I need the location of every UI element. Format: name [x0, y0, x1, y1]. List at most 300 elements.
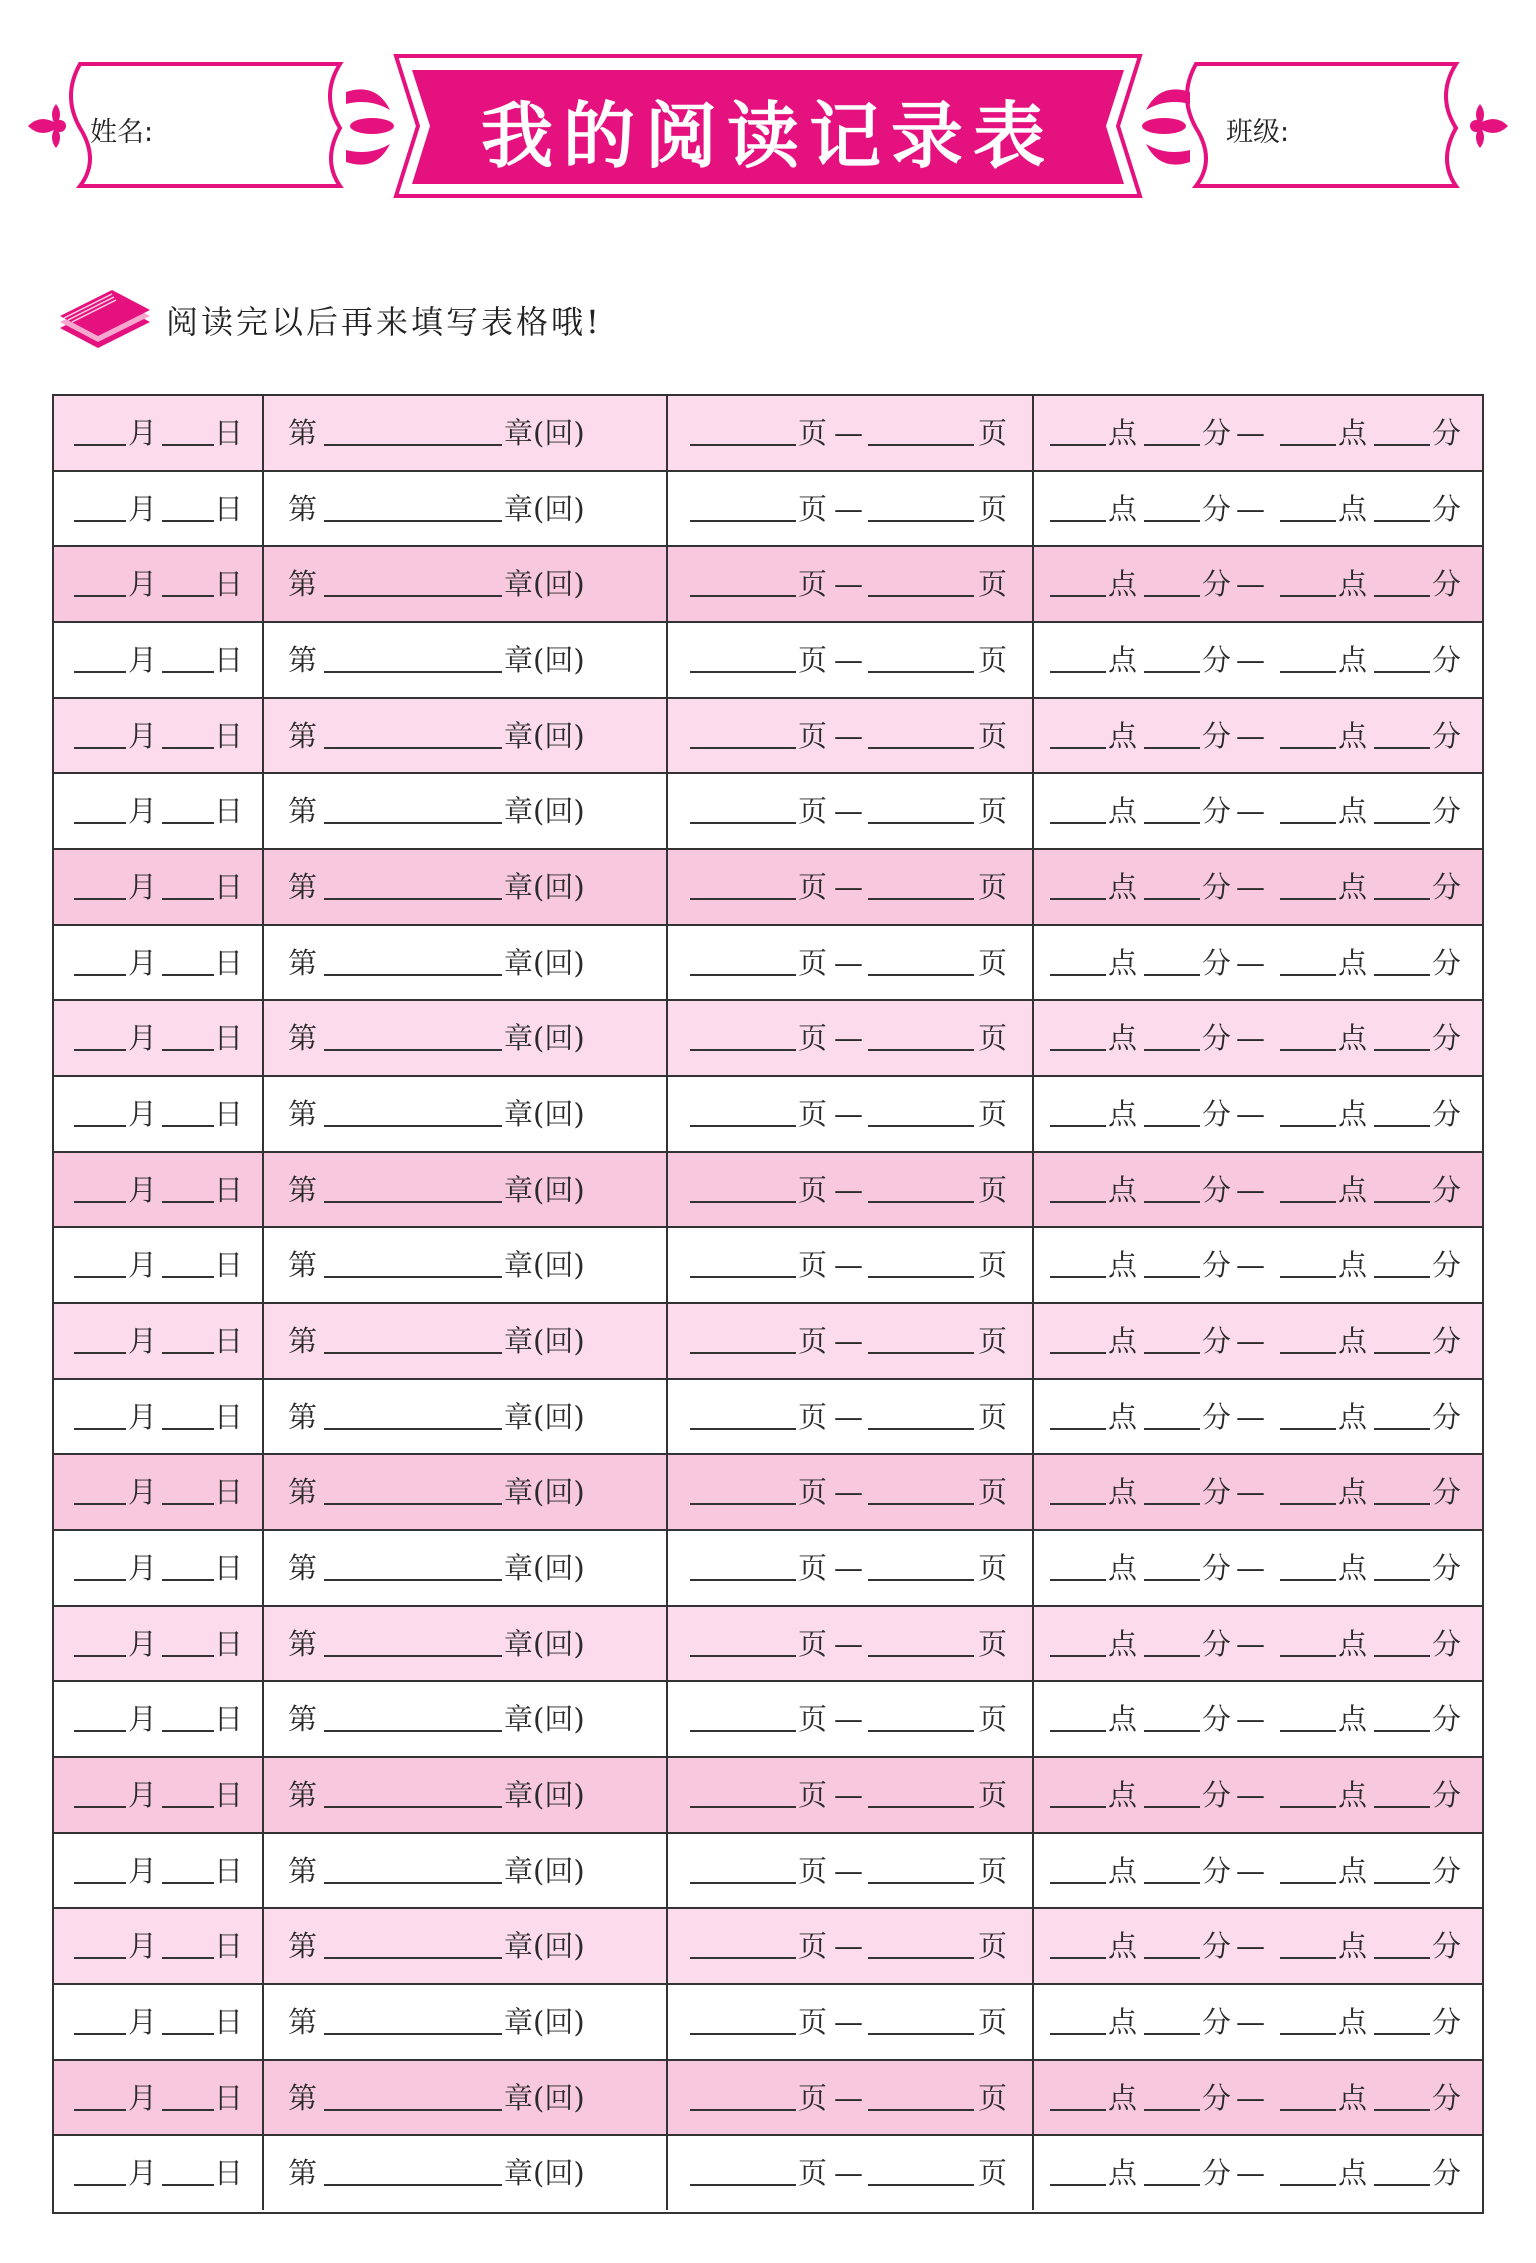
end-hour-blank[interactable]: [1280, 1352, 1336, 1354]
minute-label: 分: [1432, 416, 1462, 450]
start-hour-blank[interactable]: [1050, 1428, 1106, 1430]
start-page-blank[interactable]: [690, 1276, 796, 1278]
minute-label: 分: [1202, 1929, 1232, 1964]
month-blank[interactable]: [74, 671, 126, 673]
end-minute-blank[interactable]: [1374, 1957, 1430, 1959]
start-page-blank[interactable]: [690, 1125, 796, 1127]
month-blank[interactable]: [74, 822, 126, 824]
month-blank[interactable]: [74, 1882, 126, 1884]
table-row: [54, 1834, 1482, 1910]
chapter-blank[interactable]: [324, 1655, 502, 1657]
dash-label: —: [1236, 2080, 1265, 2115]
page-range-cell: [668, 547, 1034, 621]
start-hour-blank[interactable]: [1050, 1276, 1106, 1278]
month-blank[interactable]: [74, 1352, 126, 1354]
start-page-blank[interactable]: [690, 1882, 796, 1884]
day-blank[interactable]: [162, 1428, 214, 1430]
table-row: [54, 396, 1482, 472]
day-blank[interactable]: [162, 822, 214, 824]
month-blank[interactable]: [74, 1428, 126, 1430]
month-label: 月: [128, 1475, 158, 1510]
start-hour-blank[interactable]: [1050, 1125, 1106, 1127]
start-hour-blank[interactable]: [1050, 1806, 1106, 1808]
end-hour-blank[interactable]: [1280, 1579, 1336, 1581]
end-hour-blank[interactable]: [1280, 2109, 1336, 2111]
chapter-blank[interactable]: [324, 595, 502, 597]
start-hour-blank[interactable]: [1050, 595, 1106, 597]
month-blank[interactable]: [74, 595, 126, 597]
day-blank[interactable]: [162, 747, 214, 749]
end-hour-blank[interactable]: [1280, 1201, 1336, 1203]
month-blank[interactable]: [74, 1201, 126, 1203]
start-minute-blank[interactable]: [1144, 595, 1200, 597]
page-label: 页: [978, 1399, 1008, 1434]
day-blank[interactable]: [162, 898, 214, 900]
end-hour-blank[interactable]: [1280, 520, 1336, 522]
day-blank[interactable]: [162, 1352, 214, 1354]
date-cell: [54, 774, 264, 848]
chapter-blank[interactable]: [324, 671, 502, 673]
start-hour-blank[interactable]: [1050, 1579, 1106, 1581]
end-minute-blank[interactable]: [1374, 1049, 1430, 1051]
start-minute-blank[interactable]: [1144, 1049, 1200, 1051]
page-range-cell: [668, 1077, 1034, 1151]
start-hour-blank[interactable]: [1050, 974, 1106, 976]
day-label: 日: [214, 1399, 244, 1434]
minute-label: 分: [1202, 945, 1232, 980]
month-blank[interactable]: [74, 1806, 126, 1808]
end-hour-blank[interactable]: [1280, 2184, 1336, 2186]
end-hour-blank[interactable]: [1280, 1957, 1336, 1959]
chapter-prefix-label: 第: [288, 1324, 318, 1358]
day-label: 日: [214, 1172, 244, 1207]
dash-label: —: [834, 491, 863, 526]
hour-label: 点: [1338, 945, 1368, 980]
minute-label: 分: [1432, 2080, 1462, 2115]
start-minute-blank[interactable]: [1144, 1730, 1200, 1732]
page-label: 页: [798, 416, 828, 450]
start-hour-blank[interactable]: [1050, 1655, 1106, 1657]
hour-label: 点: [1108, 2080, 1138, 2115]
day-blank[interactable]: [162, 1049, 214, 1051]
start-minute-blank[interactable]: [1144, 2109, 1200, 2111]
chapter-cell: [264, 1077, 668, 1151]
start-hour-blank[interactable]: [1050, 1503, 1106, 1505]
time-range-cell: [1034, 1304, 1482, 1378]
start-minute-blank[interactable]: [1144, 444, 1200, 446]
end-page-blank[interactable]: [868, 1730, 974, 1732]
day-label: 日: [214, 567, 244, 602]
end-page-blank[interactable]: [868, 520, 974, 522]
start-minute-blank[interactable]: [1144, 1579, 1200, 1581]
day-label: 日: [214, 794, 244, 829]
end-hour-blank[interactable]: [1280, 1882, 1336, 1884]
chapter-prefix-label: 第: [288, 567, 318, 602]
month-blank[interactable]: [74, 898, 126, 900]
chapter-blank[interactable]: [324, 2184, 502, 2186]
chapter-blank[interactable]: [324, 2033, 502, 2035]
start-minute-blank[interactable]: [1144, 2184, 1200, 2186]
end-hour-blank[interactable]: [1280, 822, 1336, 824]
end-hour-blank[interactable]: [1280, 1428, 1336, 1430]
start-minute-blank[interactable]: [1144, 1428, 1200, 1430]
date-cell: [54, 396, 264, 470]
table-row: [54, 1228, 1482, 1304]
end-minute-blank[interactable]: [1374, 1428, 1430, 1430]
end-minute-blank[interactable]: [1374, 747, 1430, 749]
end-page-blank[interactable]: [868, 747, 974, 749]
month-blank[interactable]: [74, 1125, 126, 1127]
chapter-blank[interactable]: [324, 1806, 502, 1808]
end-hour-blank[interactable]: [1280, 1125, 1336, 1127]
day-blank[interactable]: [162, 2184, 214, 2186]
month-blank[interactable]: [74, 1579, 126, 1581]
start-page-blank[interactable]: [690, 1049, 796, 1051]
start-minute-blank[interactable]: [1144, 671, 1200, 673]
start-page-blank[interactable]: [690, 520, 796, 522]
dash-label: —: [834, 1626, 863, 1661]
start-page-blank[interactable]: [690, 974, 796, 976]
end-hour-blank[interactable]: [1280, 1049, 1336, 1051]
hour-label: 点: [1338, 416, 1368, 450]
end-page-blank[interactable]: [868, 1049, 974, 1051]
month-blank[interactable]: [74, 974, 126, 976]
minute-label: 分: [1432, 1853, 1462, 1888]
end-hour-blank[interactable]: [1280, 1276, 1336, 1278]
chapter-blank[interactable]: [324, 444, 502, 446]
chapter-prefix-label: 第: [288, 416, 318, 450]
start-minute-blank[interactable]: [1144, 520, 1200, 522]
end-minute-blank[interactable]: [1374, 1125, 1430, 1127]
end-minute-blank[interactable]: [1374, 1730, 1430, 1732]
day-blank[interactable]: [162, 974, 214, 976]
page-range-cell: [668, 1455, 1034, 1529]
end-page-blank[interactable]: [868, 595, 974, 597]
day-blank[interactable]: [162, 1201, 214, 1203]
start-minute-blank[interactable]: [1144, 747, 1200, 749]
chapter-blank[interactable]: [324, 1730, 502, 1732]
month-blank[interactable]: [74, 2033, 126, 2035]
chapter-suffix-label: 章(回): [504, 1475, 585, 1510]
month-blank[interactable]: [74, 1655, 126, 1657]
end-minute-blank[interactable]: [1374, 1882, 1430, 1884]
end-page-blank[interactable]: [868, 1125, 974, 1127]
day-blank[interactable]: [162, 671, 214, 673]
end-minute-blank[interactable]: [1374, 1276, 1430, 1278]
minute-label: 分: [1432, 870, 1462, 904]
start-page-blank[interactable]: [690, 1957, 796, 1959]
end-hour-blank[interactable]: [1280, 974, 1336, 976]
end-hour-blank[interactable]: [1280, 1730, 1336, 1732]
open-book-icon: [54, 288, 154, 352]
right-fleur-icon: [1470, 104, 1508, 148]
start-page-blank[interactable]: [690, 671, 796, 673]
month-blank[interactable]: [74, 1049, 126, 1051]
start-page-blank[interactable]: [690, 822, 796, 824]
end-hour-blank[interactable]: [1280, 2033, 1336, 2035]
end-page-blank[interactable]: [868, 1428, 974, 1430]
end-minute-blank[interactable]: [1374, 2033, 1430, 2035]
time-range-cell: [1034, 1834, 1482, 1908]
end-hour-blank[interactable]: [1280, 747, 1336, 749]
start-page-blank[interactable]: [690, 2184, 796, 2186]
start-minute-blank[interactable]: [1144, 1806, 1200, 1808]
page-label: 页: [978, 870, 1008, 904]
hour-label: 点: [1108, 870, 1138, 904]
start-hour-blank[interactable]: [1050, 822, 1106, 824]
end-page-blank[interactable]: [868, 1201, 974, 1203]
start-hour-blank[interactable]: [1050, 2109, 1106, 2111]
day-blank[interactable]: [162, 2033, 214, 2035]
dash-label: —: [1236, 1929, 1265, 1964]
chapter-blank[interactable]: [324, 898, 502, 900]
table-row: [54, 1153, 1482, 1229]
minute-label: 分: [1202, 1097, 1232, 1131]
chapter-blank[interactable]: [324, 2109, 502, 2111]
chapter-suffix-label: 章(回): [504, 1626, 585, 1661]
start-minute-blank[interactable]: [1144, 822, 1200, 824]
end-page-blank[interactable]: [868, 2109, 974, 2111]
end-minute-blank[interactable]: [1374, 1806, 1430, 1808]
chapter-blank[interactable]: [324, 520, 502, 522]
chapter-prefix-label: 第: [288, 1702, 318, 1737]
start-page-blank[interactable]: [690, 1503, 796, 1505]
end-minute-blank[interactable]: [1374, 898, 1430, 900]
chapter-blank[interactable]: [324, 747, 502, 749]
end-page-blank[interactable]: [868, 1655, 974, 1657]
end-page-blank[interactable]: [868, 1957, 974, 1959]
hour-label: 点: [1108, 416, 1138, 450]
hour-label: 点: [1108, 1324, 1138, 1358]
start-page-blank[interactable]: [690, 898, 796, 900]
month-blank[interactable]: [74, 2184, 126, 2186]
date-cell: [54, 1682, 264, 1756]
start-page-blank[interactable]: [690, 1806, 796, 1808]
end-page-blank[interactable]: [868, 822, 974, 824]
day-blank[interactable]: [162, 1125, 214, 1127]
end-minute-blank[interactable]: [1374, 1201, 1430, 1203]
start-page-blank[interactable]: [690, 1201, 796, 1203]
start-page-blank[interactable]: [690, 1428, 796, 1430]
day-blank[interactable]: [162, 1579, 214, 1581]
dash-label: —: [1236, 1172, 1265, 1207]
hour-label: 点: [1108, 1853, 1138, 1888]
page-range-cell: [668, 2061, 1034, 2135]
month-blank[interactable]: [74, 520, 126, 522]
end-minute-blank[interactable]: [1374, 1352, 1430, 1354]
end-minute-blank[interactable]: [1374, 1579, 1430, 1581]
end-page-blank[interactable]: [868, 1882, 974, 1884]
page-label: 页: [978, 567, 1008, 602]
end-hour-blank[interactable]: [1280, 595, 1336, 597]
dash-label: —: [834, 1097, 863, 1131]
end-minute-blank[interactable]: [1374, 1503, 1430, 1505]
page-label: 页: [798, 870, 828, 904]
day-blank[interactable]: [162, 595, 214, 597]
start-minute-blank[interactable]: [1144, 1352, 1200, 1354]
month-blank[interactable]: [74, 1503, 126, 1505]
end-minute-blank[interactable]: [1374, 1655, 1430, 1657]
end-hour-blank[interactable]: [1280, 1503, 1336, 1505]
end-page-blank[interactable]: [868, 444, 974, 446]
minute-label: 分: [1432, 2156, 1462, 2191]
chapter-blank[interactable]: [324, 1201, 502, 1203]
chapter-suffix-label: 章(回): [504, 1097, 585, 1131]
page-label: 页: [798, 1172, 828, 1207]
day-blank[interactable]: [162, 2109, 214, 2111]
start-hour-blank[interactable]: [1050, 1352, 1106, 1354]
chapter-blank[interactable]: [324, 1957, 502, 1959]
end-page-blank[interactable]: [868, 898, 974, 900]
start-hour-blank[interactable]: [1050, 1882, 1106, 1884]
chapter-blank[interactable]: [324, 1503, 502, 1505]
hour-label: 点: [1108, 1097, 1138, 1131]
end-page-blank[interactable]: [868, 1503, 974, 1505]
chapter-blank[interactable]: [324, 1276, 502, 1278]
dash-label: —: [834, 1475, 863, 1510]
day-blank[interactable]: [162, 1806, 214, 1808]
start-minute-blank[interactable]: [1144, 1201, 1200, 1203]
end-page-blank[interactable]: [868, 1579, 974, 1581]
end-page-blank[interactable]: [868, 2184, 974, 2186]
chapter-blank[interactable]: [324, 974, 502, 976]
day-blank[interactable]: [162, 1503, 214, 1505]
start-page-blank[interactable]: [690, 1655, 796, 1657]
day-label: 日: [214, 1853, 244, 1888]
page-label: 页: [978, 1778, 1008, 1812]
month-blank[interactable]: [74, 1730, 126, 1732]
end-hour-blank[interactable]: [1280, 1806, 1336, 1808]
start-minute-blank[interactable]: [1144, 1957, 1200, 1959]
time-range-cell: [1034, 1985, 1482, 2059]
chapter-blank[interactable]: [324, 1352, 502, 1354]
day-blank[interactable]: [162, 1655, 214, 1657]
chapter-blank[interactable]: [324, 1882, 502, 1884]
end-minute-blank[interactable]: [1374, 444, 1430, 446]
start-hour-blank[interactable]: [1050, 444, 1106, 446]
chapter-blank[interactable]: [324, 1579, 502, 1581]
end-hour-blank[interactable]: [1280, 671, 1336, 673]
start-minute-blank[interactable]: [1144, 1125, 1200, 1127]
start-hour-blank[interactable]: [1050, 1201, 1106, 1203]
end-minute-blank[interactable]: [1374, 822, 1430, 824]
hour-label: 点: [1338, 1626, 1368, 1661]
start-page-blank[interactable]: [690, 2109, 796, 2111]
minute-label: 分: [1202, 1324, 1232, 1358]
end-page-blank[interactable]: [868, 1806, 974, 1808]
dash-label: —: [834, 416, 863, 450]
day-blank[interactable]: [162, 1957, 214, 1959]
minute-label: 分: [1432, 1929, 1462, 1964]
start-page-blank[interactable]: [690, 444, 796, 446]
end-page-blank[interactable]: [868, 974, 974, 976]
chapter-blank[interactable]: [324, 1049, 502, 1051]
minute-label: 分: [1432, 1324, 1462, 1358]
start-hour-blank[interactable]: [1050, 1730, 1106, 1732]
start-minute-blank[interactable]: [1144, 1882, 1200, 1884]
end-page-blank[interactable]: [868, 671, 974, 673]
day-label: 日: [214, 491, 244, 526]
start-hour-blank[interactable]: [1050, 747, 1106, 749]
start-hour-blank[interactable]: [1050, 671, 1106, 673]
start-page-blank[interactable]: [690, 1579, 796, 1581]
start-hour-blank[interactable]: [1050, 898, 1106, 900]
day-blank[interactable]: [162, 1882, 214, 1884]
end-hour-blank[interactable]: [1280, 1655, 1336, 1657]
chapter-prefix-label: 第: [288, 1778, 318, 1812]
time-range-cell: [1034, 547, 1482, 621]
end-minute-blank[interactable]: [1374, 595, 1430, 597]
day-label: 日: [214, 1551, 244, 1585]
day-blank[interactable]: [162, 520, 214, 522]
start-page-blank[interactable]: [690, 1352, 796, 1354]
chapter-suffix-label: 章(回): [504, 567, 585, 602]
month-blank[interactable]: [74, 1957, 126, 1959]
chapter-suffix-label: 章(回): [504, 643, 585, 677]
start-hour-blank[interactable]: [1050, 2033, 1106, 2035]
start-hour-blank[interactable]: [1050, 520, 1106, 522]
minute-label: 分: [1202, 1475, 1232, 1510]
start-hour-blank[interactable]: [1050, 1049, 1106, 1051]
month-blank[interactable]: [74, 747, 126, 749]
start-minute-blank[interactable]: [1144, 2033, 1200, 2035]
start-minute-blank[interactable]: [1144, 898, 1200, 900]
start-hour-blank[interactable]: [1050, 1957, 1106, 1959]
day-blank[interactable]: [162, 444, 214, 446]
end-minute-blank[interactable]: [1374, 2184, 1430, 2186]
end-page-blank[interactable]: [868, 1352, 974, 1354]
day-blank[interactable]: [162, 1276, 214, 1278]
table-row: [54, 472, 1482, 548]
time-range-cell: [1034, 1153, 1482, 1227]
month-blank[interactable]: [74, 444, 126, 446]
start-minute-blank[interactable]: [1144, 1655, 1200, 1657]
date-cell: [54, 1985, 264, 2059]
start-page-blank[interactable]: [690, 2033, 796, 2035]
end-hour-blank[interactable]: [1280, 444, 1336, 446]
end-page-blank[interactable]: [868, 1276, 974, 1278]
chapter-blank[interactable]: [324, 822, 502, 824]
end-minute-blank[interactable]: [1374, 520, 1430, 522]
minute-label: 分: [1432, 1399, 1462, 1434]
start-page-blank[interactable]: [690, 747, 796, 749]
date-cell: [54, 1758, 264, 1832]
page-range-cell: [668, 926, 1034, 1000]
page-label: 页: [798, 718, 828, 753]
start-page-blank[interactable]: [690, 1730, 796, 1732]
chapter-blank[interactable]: [324, 1125, 502, 1127]
page-label: 页: [798, 1929, 828, 1964]
month-blank[interactable]: [74, 1276, 126, 1278]
month-blank[interactable]: [74, 2109, 126, 2111]
end-minute-blank[interactable]: [1374, 671, 1430, 673]
start-minute-blank[interactable]: [1144, 1503, 1200, 1505]
end-page-blank[interactable]: [868, 2033, 974, 2035]
start-page-blank[interactable]: [690, 595, 796, 597]
chapter-blank[interactable]: [324, 1428, 502, 1430]
table-row: [54, 926, 1482, 1002]
day-blank[interactable]: [162, 1730, 214, 1732]
start-minute-blank[interactable]: [1144, 974, 1200, 976]
end-minute-blank[interactable]: [1374, 974, 1430, 976]
start-hour-blank[interactable]: [1050, 2184, 1106, 2186]
chapter-cell: [264, 1228, 668, 1302]
table-row: [54, 699, 1482, 775]
hour-label: 点: [1108, 2005, 1138, 2039]
start-minute-blank[interactable]: [1144, 1276, 1200, 1278]
end-hour-blank[interactable]: [1280, 898, 1336, 900]
end-minute-blank[interactable]: [1374, 2109, 1430, 2111]
